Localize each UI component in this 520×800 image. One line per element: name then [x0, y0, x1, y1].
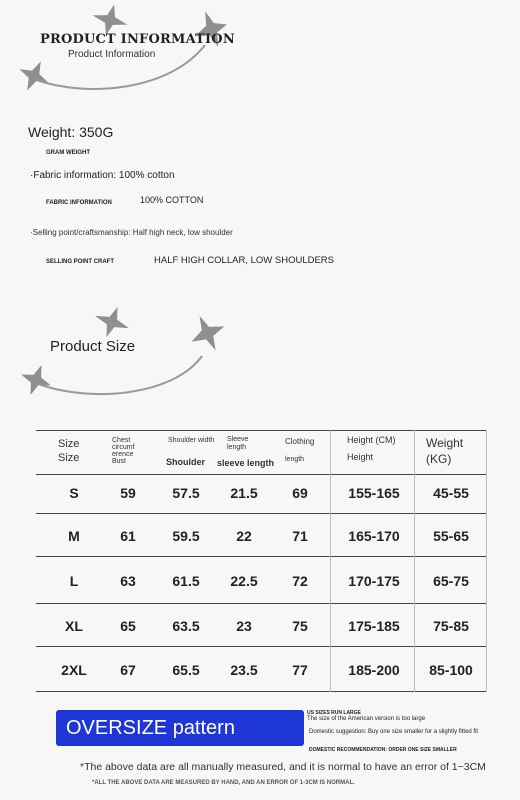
table-column-divider — [330, 430, 331, 692]
cell-height: 185-200 — [348, 662, 400, 678]
cell-length: 69 — [292, 485, 308, 501]
cell-length: 75 — [292, 618, 308, 634]
header-bust: Bust — [112, 458, 127, 465]
star-icon — [90, 301, 135, 343]
cell-height: 175-185 — [348, 618, 400, 634]
cell-sleeve: 22 — [236, 528, 252, 544]
cell-sleeve: 23.5 — [230, 662, 258, 678]
cell-height: 170-175 — [348, 573, 400, 589]
header-height-en: Height — [347, 452, 374, 462]
selling-point-label: SELLING POINT CRAFT — [46, 259, 114, 265]
cell-chest: 61 — [120, 528, 136, 544]
size-star-decoration — [0, 300, 240, 410]
cell-shoulder: 63.5 — [172, 618, 200, 634]
table-divider — [36, 556, 486, 557]
cell-sleeve: 23 — [236, 618, 252, 634]
header-clothing-en: length — [285, 456, 305, 463]
cell-weight: 55-65 — [433, 528, 469, 544]
us-sizes-label: US SIZES RUN LARGE — [307, 710, 361, 716]
cell-length: 77 — [292, 662, 308, 678]
product-size-title: Product Size — [50, 338, 136, 355]
cell-height: 155-165 — [348, 485, 400, 501]
us-sizes-note: The size of the American version is too large — [307, 716, 426, 722]
cell-weight: 45-55 — [433, 485, 469, 501]
selling-point-info: ·Selling point/craftsmanship: Half high neck, low shoulder — [30, 228, 233, 237]
cell-shoulder: 59.5 — [172, 528, 200, 544]
gram-weight-label: GRAM WEIGHT — [46, 150, 90, 156]
fabric-info-label: FABRIC INFORMATION — [46, 200, 112, 206]
selling-point-value: HALF HIGH COLLAR, LOW SHOULDERS — [154, 255, 335, 266]
cell-size: 2XL — [61, 662, 87, 678]
table-column-divider — [486, 430, 487, 692]
header-shoulder: Shoulder width — [168, 437, 215, 444]
header-chest-2: circumf — [112, 444, 135, 451]
table-divider — [36, 646, 486, 647]
cell-shoulder: 61.5 — [172, 573, 200, 589]
cell-chest: 67 — [120, 662, 136, 678]
domestic-suggestion: Domestic suggestion: Buy one size smaller for a slightly fitted fit — [309, 729, 479, 735]
header-sleeve: Sleeve — [227, 436, 249, 443]
header-shoulder-en: Shoulder — [166, 457, 206, 467]
header-weight: Weight — [426, 436, 464, 450]
weight-info: Weight: 350G — [28, 124, 114, 140]
header-sleeve-en: sleeve length — [217, 458, 275, 468]
cell-chest: 65 — [120, 618, 136, 634]
header-size-en: Size — [58, 452, 80, 464]
cell-size: XL — [65, 618, 83, 634]
cell-weight: 65-75 — [433, 573, 469, 589]
fabric-info-value: 100% COTTON — [140, 195, 204, 205]
header-subtitle: Product Information — [68, 49, 156, 60]
cell-size: L — [69, 573, 79, 589]
cell-height: 165-170 — [348, 528, 400, 544]
fabric-info: ·Fabric information: 100% cotton — [30, 170, 175, 181]
table-column-divider — [414, 430, 415, 692]
cell-sleeve: 21.5 — [230, 485, 258, 501]
cell-size: S — [69, 485, 79, 501]
table-border-top — [36, 430, 486, 431]
cell-sleeve: 22.5 — [230, 573, 258, 589]
header-chest: Chest — [112, 437, 131, 444]
cell-weight: 85-100 — [429, 662, 473, 678]
header-size: Size — [58, 438, 80, 450]
domestic-recommendation: DOMESTIC RECOMMENDATION: ORDER ONE SIZE SMALLER — [309, 747, 457, 753]
cell-chest: 59 — [120, 485, 136, 501]
header-chest-3: erence — [112, 451, 134, 458]
cell-size: M — [68, 528, 80, 544]
cell-chest: 63 — [120, 573, 136, 589]
cell-length: 71 — [292, 528, 308, 544]
table-divider — [36, 513, 486, 514]
header-title: PRODUCT INFORMATION — [40, 32, 235, 47]
header-height: Height (CM) — [347, 435, 396, 445]
cell-length: 72 — [292, 573, 308, 589]
star-icon — [183, 308, 232, 358]
cell-weight: 75-85 — [433, 618, 469, 634]
table-divider — [36, 474, 486, 475]
cell-shoulder: 65.5 — [172, 662, 200, 678]
oversize-pattern-badge: OVERSIZE pattern — [56, 710, 304, 746]
header-sleeve-2: length — [227, 444, 247, 451]
cell-shoulder: 57.5 — [172, 485, 200, 501]
measurement-note: *The above data are all manually measured, and it is normal to have an error of 1~3CM — [80, 761, 486, 773]
header-clothing: Clothing — [285, 437, 315, 446]
measurement-note-caps: *ALL THE ABOVE DATA ARE MEASURED BY HAND, AND AN ERROR OF 1-3CM IS NORMAL. — [92, 780, 355, 786]
star-icon — [13, 55, 56, 98]
table-border-bottom — [36, 691, 486, 692]
table-divider — [36, 603, 486, 604]
star-icon — [15, 359, 56, 400]
orbit-swoosh-icon — [38, 356, 202, 394]
header-weight-unit: (KG) — [426, 452, 452, 466]
